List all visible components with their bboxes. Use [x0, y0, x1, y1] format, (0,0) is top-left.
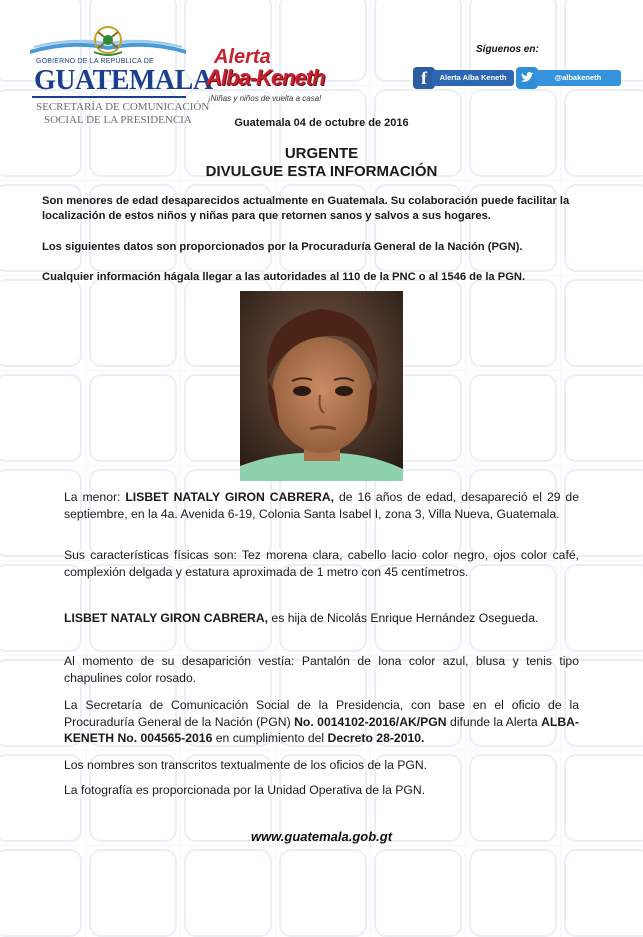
background-cell [0, 279, 82, 367]
background-cell [89, 374, 177, 462]
background-cell [469, 279, 557, 367]
background-cell [0, 374, 82, 462]
background-cell [89, 849, 177, 937]
gov-top-text: GOBIERNO DE LA REPÚBLICA DE [36, 58, 154, 65]
p3-parent: es hija de Nicolás Enrique Hernández Osegueda. [268, 611, 539, 625]
case-paragraph-6: Los nombres son transcritos textualmente de los oficios de la PGN. [64, 758, 428, 772]
intro-paragraph-3: Cualquier información hágala llegar a las autoridades al 110 de la PNC o al 1546 de la PGN. [42, 271, 526, 283]
background-cell [184, 849, 272, 937]
alerta-word: Alerta [214, 46, 271, 68]
coat-of-arms-icon [88, 22, 128, 56]
urgent-line2: DIVULGUE ESTA INFORMACIÓN [205, 163, 438, 180]
background-cell [469, 374, 557, 462]
background-cell [469, 849, 557, 937]
alerta-tagline: ¡Niñas y niños de vuelta a casa! [208, 94, 322, 103]
intro-paragraph-2: Los siguientes datos son proporcionados por la Procuraduría General de la Nación (PGN). [42, 241, 523, 253]
background-cell [89, 279, 177, 367]
missing-person-name: LISBET NATALY GIRON CABRERA, [125, 490, 335, 504]
case-paragraph-4: Al momento de su desaparición vestía: Pantalón de lona color azul, blusa y tenis tipo chapulines color rosado. [64, 654, 579, 685]
case-paragraph-7: La fotografía es proporcionada por la Unidad Operativa de la PGN. [64, 783, 426, 797]
secretaria-line2: SOCIAL DE LA PRESIDENCIA [44, 114, 192, 126]
divider [32, 96, 186, 98]
document-date: Guatemala 04 de octubre de 2016 [234, 117, 409, 129]
follow-label: Síguenos en: [476, 44, 539, 55]
gov-name: GUATEMALA [34, 65, 213, 96]
case-paragraph-3 [64, 610, 579, 627]
case-paragraph-1 [64, 489, 579, 522]
background-cell [564, 374, 643, 462]
twitter-label: @albakeneth [535, 70, 621, 86]
alerta-name: Alba-Keneth [206, 65, 325, 90]
alerta-alba-keneth-logo [204, 46, 344, 110]
alerta-number: ALBA-KENETH No. 004565-2016 [64, 714, 579, 745]
background-cell [279, 849, 367, 937]
case-paragraph-5 [64, 697, 579, 747]
secretaria-line1: SECRETARÍA DE COMUNICACIÓN [36, 101, 210, 113]
p5-text-a: La Secretaría de Comunicación Social de la Presidencia, con base en el oficio de la Procuraduría General de la Nación (PGN) [64, 698, 579, 729]
intro-paragraph-1: Son menores de edad desaparecidos actualmente en Guatemala. Su colaboración puede facilitar la localización de estos niños y niñas para que retornen sanos y salvos a sus hogares. [42, 195, 570, 222]
oficio-number: No. 0014102-2016/AK/PGN [294, 714, 447, 729]
p5-text-c: en cumplimiento del [212, 731, 328, 745]
facebook-icon: f [413, 67, 435, 89]
p1-prefix: La menor: [64, 490, 126, 504]
urgent-heading [0, 145, 643, 181]
missing-person-photo [240, 291, 403, 481]
missing-person-name-2: LISBET NATALY GIRON CABRERA, [64, 611, 269, 625]
background-cell [564, 849, 643, 937]
p1-details: de 16 años de edad, desapareció el 29 de septiembre, en la 4a. Avenida 6-19, Colonia Santa Isabel I, zona 3, Villa Nueva, Guatemala. [64, 490, 579, 521]
guatemala-government-logo [30, 22, 213, 132]
urgent-line1: URGENTE [284, 145, 359, 162]
decreto-number: Decreto 28-2010. [327, 731, 425, 745]
twitter-link[interactable] [516, 67, 621, 89]
facebook-label: Alerta Alba Keneth [432, 70, 514, 86]
facebook-link[interactable] [413, 67, 514, 89]
website-link[interactable]: www.guatemala.gob.gt [250, 829, 393, 844]
background-cell [564, 279, 643, 367]
case-paragraph-2: Sus características físicas son: Tez morena clara, cabello lacio color negro, ojos color café, complexión delgada y estatura aproximada de 1 metro con 45 centímetros. [64, 548, 579, 579]
background-cell [0, 849, 82, 937]
p5-text-b: difunde la Alerta [446, 714, 542, 729]
background-cell [374, 849, 462, 937]
